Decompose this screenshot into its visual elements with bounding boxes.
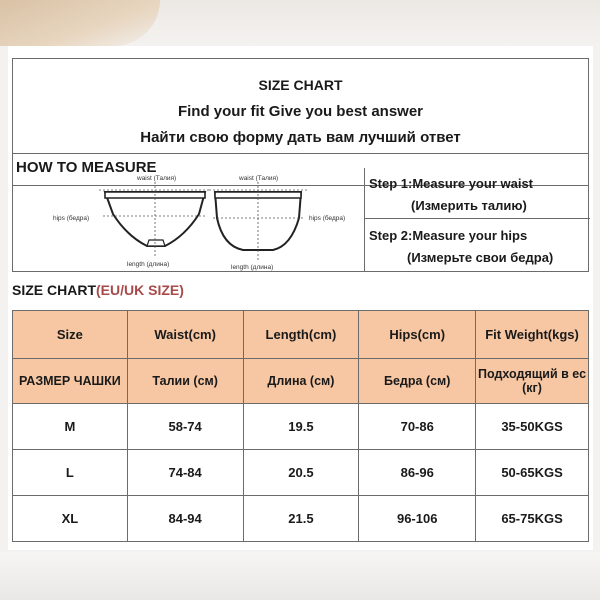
step-2-ru: (Измерьте свои бедра) <box>407 250 554 265</box>
length-label-left: length (длина) <box>127 261 170 268</box>
subtitle-ru: Найти свою форму дать вам лучший ответ <box>140 129 461 146</box>
table-cell: 74-84 <box>127 450 243 496</box>
table-cell: 21.5 <box>243 496 359 542</box>
table-header-row-en <box>13 311 589 359</box>
header-cell: Waist(cm) <box>127 311 243 359</box>
table-header-row-ru <box>13 359 589 404</box>
step-1-ru: (Измерить талию) <box>411 198 527 213</box>
step-1-en: Step 1:Measure your waist <box>369 176 533 191</box>
hips-label-left: hips (бедра) <box>53 215 90 222</box>
table-cell: 96-106 <box>359 496 476 542</box>
table-cell: 35-50KGS <box>476 404 589 450</box>
panties-front-icon <box>99 182 211 256</box>
step-divider <box>364 218 590 219</box>
page-title: SIZE CHART <box>258 77 343 93</box>
subtitle-en: Find your fit Give you best answer <box>177 103 424 120</box>
waist-label-right: waist (Талия) <box>239 175 279 182</box>
header-section <box>12 58 589 186</box>
size-chart-title-suffix: (EU/UK SIZE) <box>96 282 184 298</box>
header-cell: Fit Weight(kgs) <box>476 311 589 359</box>
size-chart-sheet <box>8 46 593 550</box>
table-cell: 86-96 <box>359 450 476 496</box>
panties-back-icon <box>209 182 309 262</box>
measure-diagram <box>53 170 353 271</box>
background-bottom <box>0 552 600 600</box>
table-cell: 58-74 <box>127 404 243 450</box>
table-row <box>13 496 589 542</box>
table-cell: M <box>13 404 128 450</box>
how-to-measure-section <box>12 168 589 272</box>
how-to-measure-title: HOW TO MEASURE <box>13 153 588 183</box>
size-chart-title <box>12 282 184 298</box>
header-cell: Подходящий в ес (кг) <box>476 359 589 404</box>
header-cell: Length(cm) <box>243 311 359 359</box>
size-table <box>12 310 589 542</box>
table-cell: L <box>13 450 128 496</box>
table-cell: 50-65KGS <box>476 450 589 496</box>
header-cell: Hips(cm) <box>359 311 476 359</box>
table-cell: 19.5 <box>243 404 359 450</box>
table-cell: 20.5 <box>243 450 359 496</box>
table-row <box>13 404 589 450</box>
header-cell: Size <box>13 311 128 359</box>
hips-label-right: hips (бедра) <box>309 215 346 222</box>
table-cell: 65-75KGS <box>476 496 589 542</box>
length-label-right: length (длина) <box>231 264 274 271</box>
background-wood <box>0 0 160 46</box>
table-cell: 70-86 <box>359 404 476 450</box>
table-cell: XL <box>13 496 128 542</box>
step-2-en: Step 2:Measure your hips <box>369 228 528 243</box>
header-cell: РАЗМЕР ЧАШКИ <box>13 359 128 404</box>
table-cell: 84-94 <box>127 496 243 542</box>
header-cell: Бедра (см) <box>359 359 476 404</box>
table-row <box>13 450 589 496</box>
header-cell: Длина (см) <box>243 359 359 404</box>
header-cell: Талии (см) <box>127 359 243 404</box>
waist-label-left: waist (Талия) <box>137 175 177 182</box>
measure-divider <box>364 168 365 271</box>
size-chart-title-prefix: SIZE CHART <box>12 282 96 298</box>
